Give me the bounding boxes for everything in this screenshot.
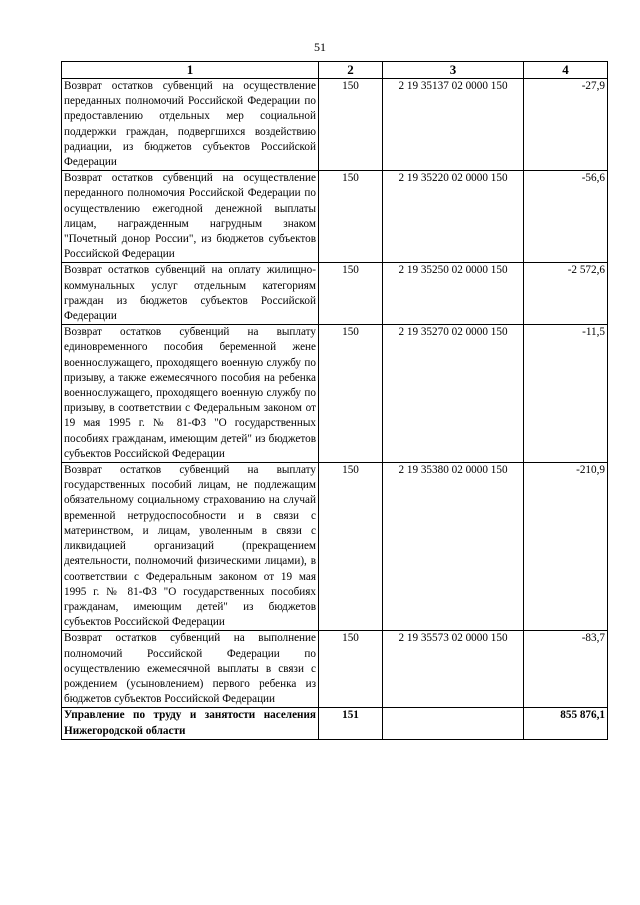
column-header-4: 4 xyxy=(524,62,608,79)
row-budget-code: 2 19 35250 02 0000 150 xyxy=(383,263,524,325)
table-row xyxy=(62,79,608,171)
row-admin-code: 150 xyxy=(319,463,383,631)
row-amount: -2 572,6 xyxy=(524,263,608,325)
row-admin-code: 150 xyxy=(319,325,383,463)
row-budget-code: 2 19 35220 02 0000 150 xyxy=(383,171,524,263)
row-admin-code: 150 xyxy=(319,171,383,263)
row-name: Возврат остатков субвенций на осуществление переданных полномочий Российской Федерации по предоставлению отдельных мер социальной поддержки граждан, подвергшихся воздействию радиации, из бюджетов субъектов Российской Федерации xyxy=(62,79,319,171)
row-budget-code: 2 19 35573 02 0000 150 xyxy=(383,631,524,708)
table-row xyxy=(62,263,608,325)
row-amount: -11,5 xyxy=(524,325,608,463)
row-budget-code: 2 19 35137 02 0000 150 xyxy=(383,79,524,171)
row-amount: -27,9 xyxy=(524,79,608,171)
row-name: Возврат остатков субвенций на осуществление переданного полномочия Российской Федерации по осуществлению ежегодной денежной выплаты лицам, награжденным нагрудным знаком "Почетный донор России", из бюджетов субъектов Российской Федерации xyxy=(62,171,319,263)
table-header-row xyxy=(62,62,608,79)
column-header-1: 1 xyxy=(62,62,319,79)
row-amount: -83,7 xyxy=(524,631,608,708)
table-row xyxy=(62,171,608,263)
row-name: Возврат остатков субвенций на оплату жилищно-коммунальных услуг отдельным категориям граждан из бюджетов субъектов Российской Федерации xyxy=(62,263,319,325)
row-budget-code: 2 19 35270 02 0000 150 xyxy=(383,325,524,463)
row-admin-code: 150 xyxy=(319,79,383,171)
total-row-name: Управление по труду и занятости населения Нижегородской области xyxy=(62,708,319,739)
row-name: Возврат остатков субвенций на выполнение полномочий Российской Федерации по осуществлению ежемесячной выплаты в связи с рождением (усыновлением) первого ребенка из бюджетов субъектов Российской Федерации xyxy=(62,631,319,708)
table-row xyxy=(62,631,608,708)
row-name: Возврат остатков субвенций на выплату государственных пособий лицам, не подлежащим обязательному социальному страхованию на случай временной нетрудоспособности и в связи с материнством, и лицам, уволенным в связи с ликвидацией организаций (прекращением деятельности, полномочий физическими лицами), в соответствии с Федеральным законом от 19 мая 1995 г. № 81-ФЗ "О государственных пособиях гражданам, имеющим детей" из бюджетов субъектов Российской Федерации xyxy=(62,463,319,631)
row-amount: -56,6 xyxy=(524,171,608,263)
total-row-budget-code xyxy=(383,708,524,739)
row-name: Возврат остатков субвенций на выплату единовременного пособия беременной жене военнослужащего, проходящего военную службу по призыву, а также ежемесячного пособия на ребенка военнослужащего, проходящего военную службу по призыву, в соответствии с Федеральным законом от 19 мая 1995 г. № 81-ФЗ "О государственных пособиях гражданам, имеющим детей" из бюджетов субъектов Российской Федерации xyxy=(62,325,319,463)
budget-table xyxy=(61,61,608,740)
column-header-3: 3 xyxy=(383,62,524,79)
table-row xyxy=(62,463,608,631)
row-admin-code: 150 xyxy=(319,631,383,708)
total-row-admin-code: 151 xyxy=(319,708,383,739)
column-header-2: 2 xyxy=(319,62,383,79)
row-admin-code: 150 xyxy=(319,263,383,325)
total-row-amount: 855 876,1 xyxy=(524,708,608,739)
table-row xyxy=(62,325,608,463)
total-row xyxy=(62,708,608,739)
row-amount: -210,9 xyxy=(524,463,608,631)
row-budget-code: 2 19 35380 02 0000 150 xyxy=(383,463,524,631)
page-number: 51 xyxy=(314,40,326,54)
